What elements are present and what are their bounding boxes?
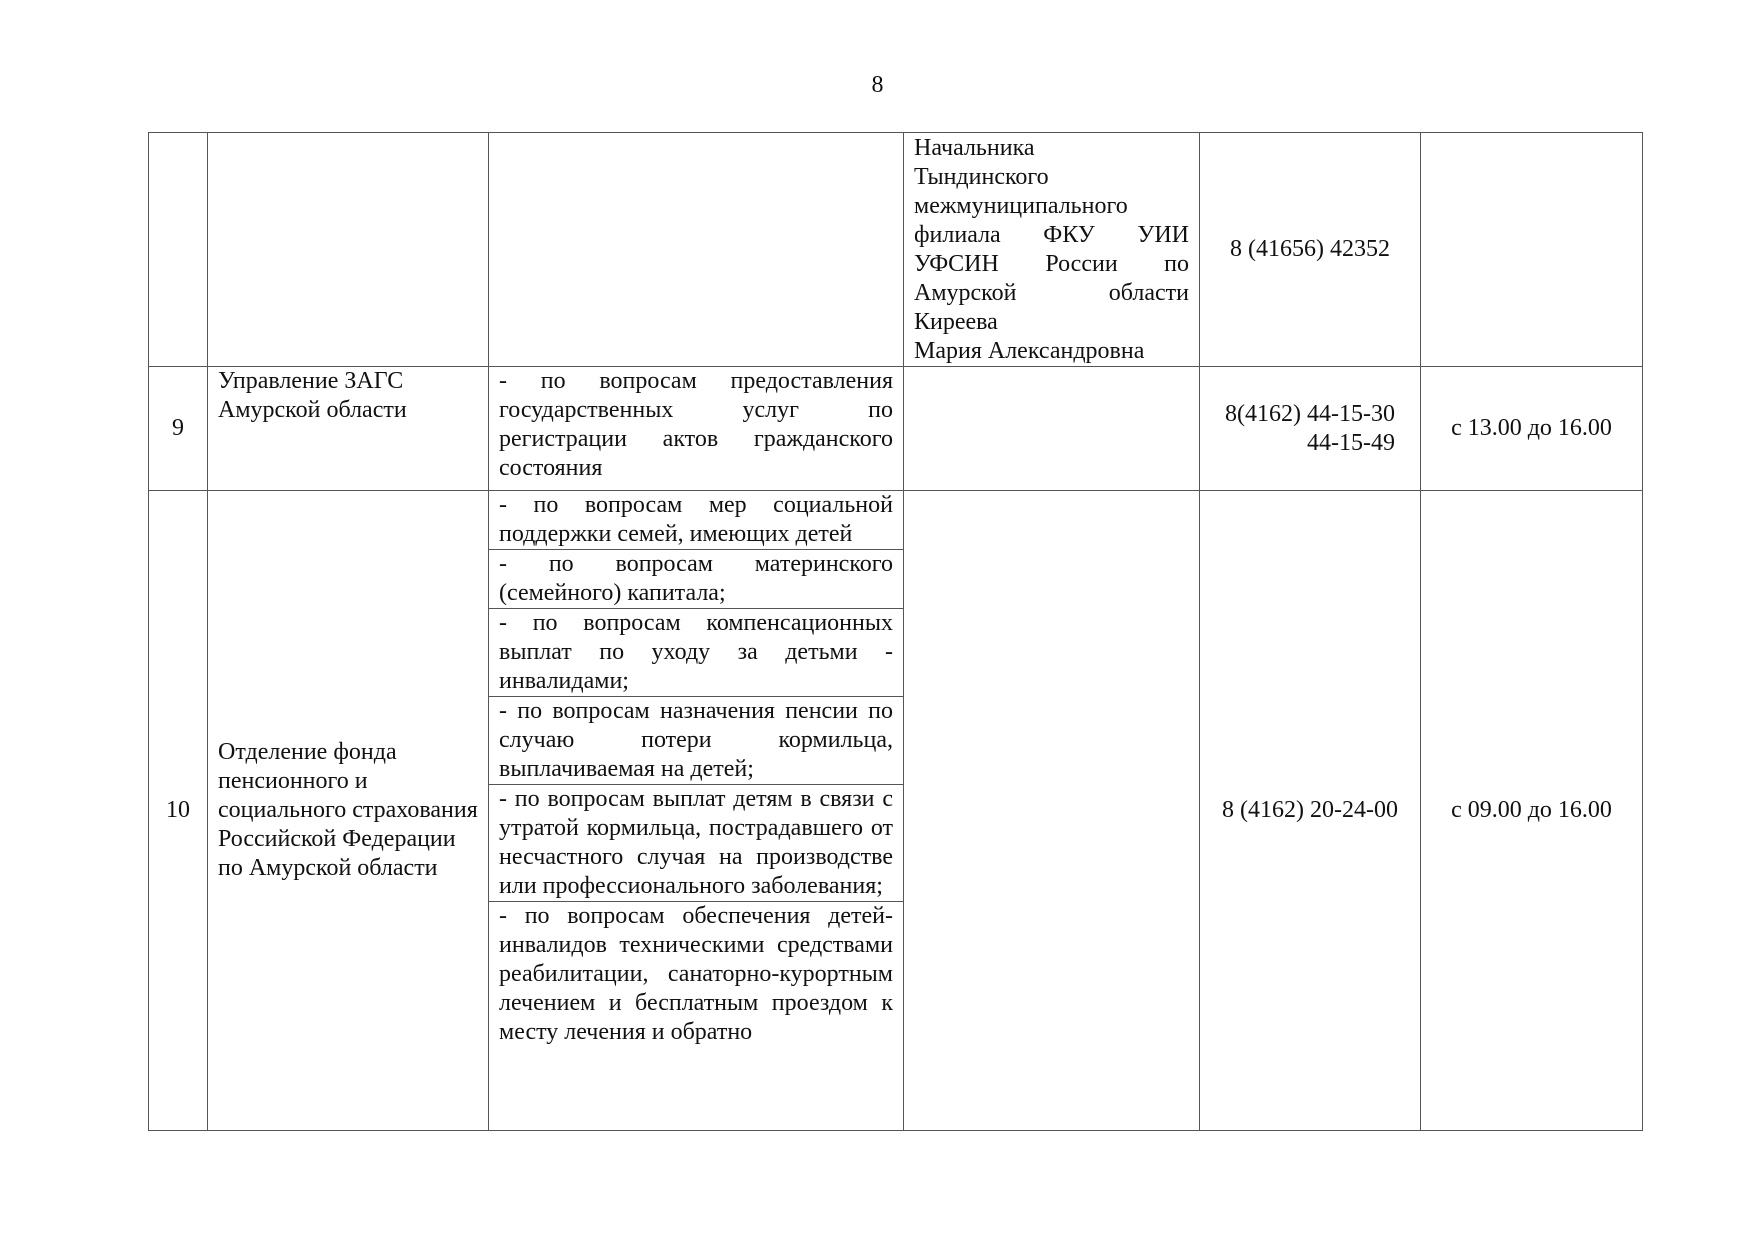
phone-number: 8 (4162) 20-24-00 xyxy=(1222,797,1398,823)
issues-list xyxy=(489,491,904,1131)
contact-line: филиала ФКУ УИИ xyxy=(914,222,1189,248)
contact-line: Киреева xyxy=(914,309,998,335)
contact-person xyxy=(904,133,1200,367)
reception-time xyxy=(1421,133,1643,367)
issue-item: - по вопросам компенсационных выплат по уходу за детьми - инвалидами; xyxy=(489,609,903,697)
organization-name xyxy=(208,133,489,367)
issue-item: - по вопросам обеспечения детей-инвалидов техническими средствами реабилитации, санаторно-курортным лечением и бесплатным проездом к месту лечения и обратно xyxy=(499,903,893,1045)
phone-number: 8 (41656) 42352 xyxy=(1230,236,1390,262)
phone-number: 44-15-49 xyxy=(1307,429,1395,456)
reception-time: с 09.00 до 16.00 xyxy=(1421,491,1643,1131)
contact-line: УФСИН России по xyxy=(914,251,1189,277)
contact-line: межмуниципального xyxy=(914,193,1128,219)
table-row xyxy=(149,491,1643,1131)
contact-line: Амурской области xyxy=(914,280,1189,306)
row-number: 9 xyxy=(149,367,208,491)
phone-cell xyxy=(1200,491,1421,1131)
phone-number: 8(4162) 44-15-30 xyxy=(1225,400,1395,427)
row-number: 10 xyxy=(149,491,208,1131)
issue-text xyxy=(489,133,904,367)
phone-cell xyxy=(1200,367,1421,491)
services-table xyxy=(148,132,1643,1131)
table-row xyxy=(149,367,1643,491)
issue-item: - по вопросам выплат детям в связи с утратой кормильца, пострадавшего от несчастного случая на производстве или профессионального заболевания; xyxy=(489,785,903,902)
phone-block xyxy=(1225,400,1395,458)
issue-item: - по вопросам материнского (семейного) капитала; xyxy=(489,550,903,609)
phone-cell xyxy=(1200,133,1421,367)
page-number: 8 xyxy=(871,72,884,98)
issue-item: - по вопросам мер социальной поддержки семей, имеющих детей xyxy=(489,491,903,550)
contact-line: Тындинского xyxy=(914,164,1049,190)
contact-line: Начальника xyxy=(914,135,1035,161)
contact-person xyxy=(904,367,1200,491)
table-row xyxy=(149,133,1643,367)
issue-text: - по вопросам предоставления государственных услуг по регистрации актов гражданского состояния xyxy=(489,367,904,491)
organization-name: Отделение фонда пенсионного и социального страхования Российской Федерации по Амурской области xyxy=(208,491,489,1131)
organization-name: Управление ЗАГС Амурской области xyxy=(208,367,489,491)
contact-line: Мария Александровна xyxy=(914,338,1145,364)
row-number xyxy=(149,133,208,367)
reception-time: с 13.00 до 16.00 xyxy=(1421,367,1643,491)
issue-item: - по вопросам назначения пенсии по случаю потери кормильца, выплачиваемая на детей; xyxy=(489,697,903,785)
contact-person xyxy=(904,491,1200,1131)
